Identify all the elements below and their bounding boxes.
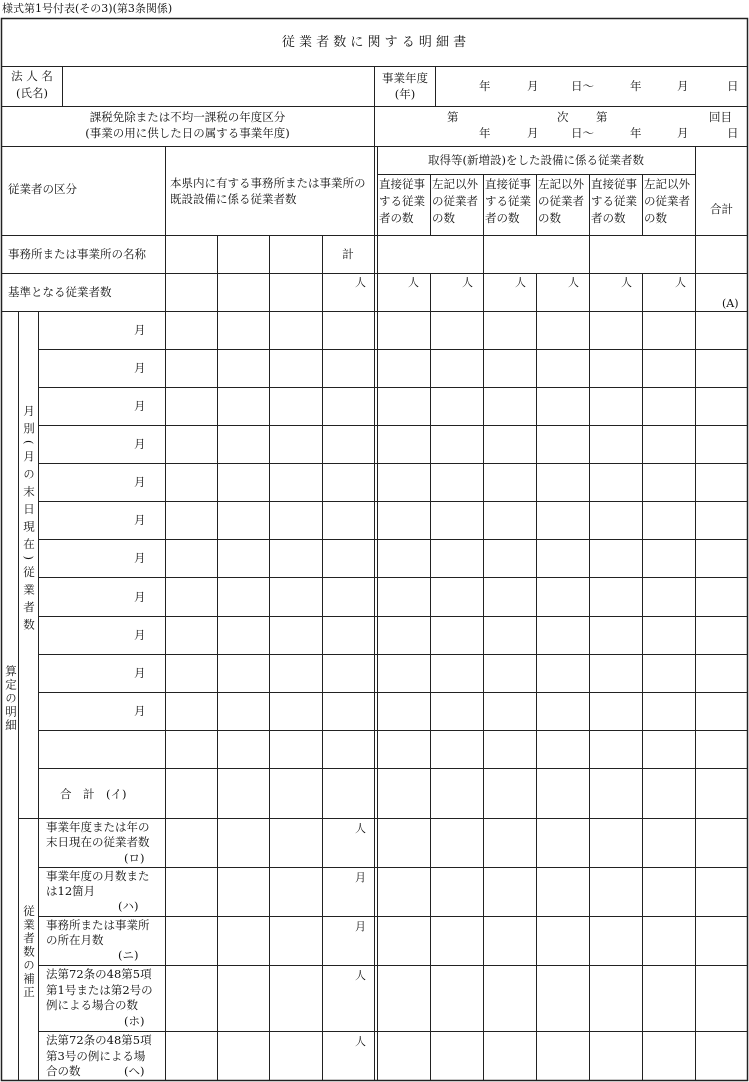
other-header-3: 左記以外の従業者の数	[644, 177, 690, 225]
adjustment-label: 従業者数の補正	[22, 905, 36, 1000]
fiscal-year-start-day-mark: 日〜	[571, 79, 594, 93]
total-header: 合計	[710, 202, 733, 216]
adjust-row-ha-mark: (ハ)	[118, 899, 139, 913]
month-row-8: 月	[134, 590, 146, 604]
month-row-5: 月	[134, 475, 146, 489]
fiscal-year-sublabel: (年)	[394, 87, 416, 101]
adjust-row-he-text: 法第72条の48第5項第3号の例による場合の数	[46, 1033, 152, 1078]
form-caption: 様式第1号付表(その3)(第3条関係)	[2, 2, 173, 15]
calc-detail-label: 算定の明細	[4, 665, 18, 733]
unit-person-4: 人	[515, 276, 526, 289]
month-row-2: 月	[134, 361, 146, 375]
office-name-label: 事務所または事業所の名称	[8, 247, 146, 261]
exemption-ji-mark: 次	[557, 110, 569, 124]
exemption-start-day-mark: 日〜	[571, 126, 594, 140]
corp-name-label: 法 人 名	[11, 69, 53, 83]
fiscal-year-label: 事業年度	[382, 71, 428, 85]
exemption-end-year-mark: 年	[630, 126, 642, 140]
adjust-row-ro-text: 事業年度または年の末日現在の従業者数	[46, 820, 150, 849]
month-row-1: 月	[134, 323, 146, 337]
exemption-dai-mark: 第	[447, 110, 459, 124]
month-row-10: 月	[134, 666, 146, 680]
fiscal-year-end-year-mark: 年	[630, 79, 642, 93]
existing-header: 本県内に有する事務所または事業所の既設設備に係る従業者数	[170, 176, 366, 206]
adjust-row-he-unit: 人	[355, 1035, 366, 1048]
exemption-start-year-mark: 年	[479, 126, 491, 140]
base-employees-label: 基準となる従業者数	[8, 285, 112, 299]
unit-person-3: 人	[462, 276, 473, 289]
adjust-row-ni-mark: (ニ)	[118, 948, 139, 962]
fiscal-year-start-month-mark: 月	[527, 79, 539, 93]
adjust-row-ni-unit: 月	[355, 920, 366, 933]
adjust-row-ni-text: 事務所または事業所の所在月数	[46, 918, 150, 947]
direct-header-3: 直接従事する従業者の数	[591, 177, 637, 225]
form-title: 従 業 者 数 に 関 す る 明 細 書	[281, 35, 467, 50]
adjust-row-ho-text: 法第72条の48第5項第1号または第2号の例による場合の数	[46, 967, 153, 1012]
acquired-header: 取得等(新増設)をした設備に係る従業者数	[428, 153, 644, 167]
exemption-sublabel: (事業の用に供した日の属する事業年度)	[85, 126, 290, 140]
exemption-kaime-mark: 回目	[709, 110, 732, 124]
month-row-6: 月	[134, 513, 146, 527]
adjust-row-ha-text: 事業年度の月数または12箇月	[46, 869, 150, 898]
other-header-1: 左記以外の従業者の数	[432, 177, 478, 225]
adjust-row-he-mark: (へ)	[124, 1064, 145, 1078]
corp-name-field[interactable]	[66, 70, 371, 102]
exemption-dai2-mark: 第	[596, 110, 608, 124]
adjust-row-ho-unit: 人	[355, 969, 366, 982]
unit-person-6: 人	[621, 276, 632, 289]
exemption-end-month-mark: 月	[677, 126, 689, 140]
direct-header-1: 直接従事する従業者の数	[379, 177, 425, 225]
other-header-2: 左記以外の従業者の数	[538, 177, 584, 225]
month-row-9: 月	[134, 628, 146, 642]
subtotal-label: 計	[342, 247, 354, 261]
exemption-label: 課税免除または不均一課税の年度区分	[89, 110, 286, 124]
unit-person-1: 人	[355, 276, 366, 289]
month-row-11: 月	[134, 704, 146, 718]
unit-person-7: 人	[675, 276, 686, 289]
exemption-end-day-mark: 日	[727, 126, 739, 140]
corp-name-sublabel: (氏名)	[16, 86, 48, 100]
adjust-row-ro-unit: 人	[355, 822, 366, 835]
month-row-4: 月	[134, 437, 146, 451]
fiscal-year-start-year-mark: 年	[479, 79, 491, 93]
sum-row-label: 合 計 (イ)	[60, 787, 127, 801]
adjust-row-ha-unit: 月	[355, 871, 366, 884]
category-header: 従業者の区分	[8, 182, 77, 196]
fiscal-year-end-month-mark: 月	[677, 79, 689, 93]
adjust-row-ho-mark: (ホ)	[124, 1014, 145, 1028]
month-row-3: 月	[134, 399, 146, 413]
monthly-employees-label: 月別(月の末日現在)従業者数	[22, 405, 36, 636]
unit-person-2: 人	[408, 276, 419, 289]
fiscal-year-end-day-mark: 日	[727, 79, 739, 93]
unit-person-5: 人	[568, 276, 579, 289]
mark-a: (A)	[722, 297, 739, 310]
month-row-7: 月	[134, 551, 146, 565]
adjust-row-ro-mark: (ロ)	[124, 851, 145, 865]
exemption-start-month-mark: 月	[527, 126, 539, 140]
direct-header-2: 直接従事する従業者の数	[485, 177, 531, 225]
